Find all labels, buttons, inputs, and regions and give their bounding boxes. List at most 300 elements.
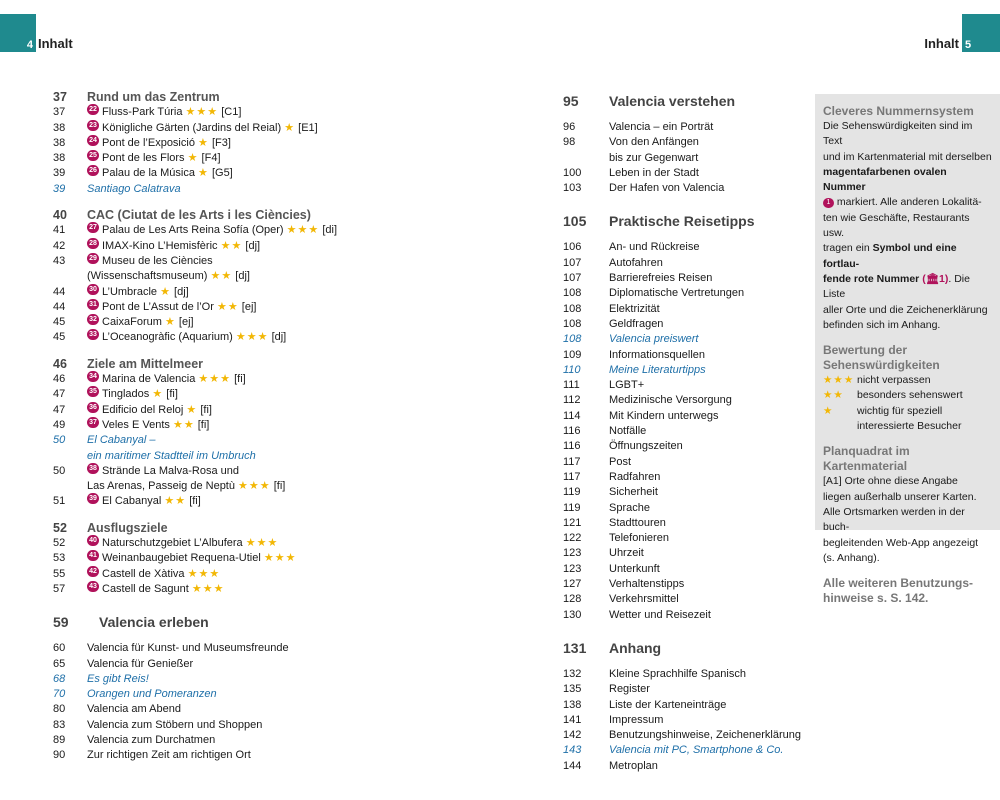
page-number: 52 [53, 537, 66, 550]
toc-entry[interactable] [563, 135, 808, 150]
toc-entry[interactable] [563, 151, 808, 166]
map-grid-ref: [F3] [211, 136, 231, 149]
magenta-number-badge: 1 [823, 198, 834, 208]
star-rating-icon: ★★ [220, 239, 243, 252]
sight-number-badge: 33 [87, 329, 99, 340]
spacer [563, 659, 808, 667]
page-number: 80 [53, 703, 66, 716]
toc-entry[interactable] [53, 567, 493, 582]
toc-entry[interactable] [563, 516, 808, 531]
toc-entry[interactable] [53, 285, 493, 300]
entry-title: Leben in der Stadt [609, 166, 699, 179]
spacer [53, 346, 493, 357]
toc-entry[interactable] [563, 286, 808, 301]
page-number: 90 [53, 749, 66, 762]
section-heading[interactable] [53, 611, 493, 633]
entry-title: Las Arenas, Passeig de Neptù [87, 480, 235, 493]
rating-legend [823, 373, 992, 434]
page-number: 105 [563, 213, 587, 230]
entry-title: Sprache [609, 501, 650, 514]
spacer [53, 633, 493, 641]
star-rating-icon: ★★ [164, 495, 187, 508]
sidebar-text: Alle Ortsmarken werden in der buch- [823, 505, 965, 534]
entry-title: Notfälle [609, 425, 647, 438]
sight-number-badge: 42 [87, 566, 99, 577]
left-page-tab [0, 14, 36, 36]
map-grid-ref: [fi] [273, 480, 286, 493]
sight-number-badge: 24 [87, 135, 99, 146]
page-number: 121 [563, 516, 582, 529]
sidebar-text-fragment: tragen ein [823, 242, 873, 255]
entry-title: Kleine Sprachhilfe Spanisch [609, 667, 746, 680]
sight-number-badge: 35 [87, 386, 99, 397]
toc-entry[interactable] [563, 332, 808, 347]
entry-title: (Wissenschaftsmuseum) [87, 270, 208, 283]
toc-entry[interactable] [53, 254, 493, 269]
toc-entry[interactable] [563, 455, 808, 470]
page-number: 107 [563, 272, 582, 285]
sidebar-text [823, 195, 992, 210]
page-number: 37 [53, 106, 66, 119]
toc-entry[interactable] [563, 728, 808, 743]
toc-entry[interactable] [563, 501, 808, 516]
toc-entry[interactable] [563, 546, 808, 561]
toc-entry[interactable] [53, 151, 493, 166]
map-grid-ref: [C1] [221, 106, 242, 119]
page-number: 135 [563, 683, 582, 696]
toc-entry[interactable] [53, 479, 493, 494]
toc-entry[interactable] [53, 433, 493, 448]
page-number: 57 [53, 582, 66, 595]
entry-title: Der Hafen von Valencia [609, 182, 725, 195]
star-rating-icon: ★★★ [263, 552, 297, 565]
sight-number-badge: 43 [87, 581, 99, 592]
entry-title: Castell de Xàtiva [102, 567, 185, 580]
page-number: 108 [563, 302, 582, 315]
star-rating-icon [823, 419, 857, 434]
entry-title: Anhang [609, 639, 662, 656]
toc-entry[interactable] [563, 577, 808, 592]
map-grid-ref: [dj] [271, 331, 287, 344]
entry-title: Weinanbaugebiet Requena-Utiel [102, 552, 261, 565]
star-rating-icon: ★★★ [286, 224, 320, 237]
spacer [53, 597, 493, 611]
sight-number-badge: 34 [87, 371, 99, 382]
toc-entry[interactable] [563, 592, 808, 607]
page-number: 89 [53, 733, 66, 746]
legend-text: nicht verpassen [857, 374, 931, 387]
toc-entry[interactable] [563, 181, 808, 196]
star-rating-icon: ★ [152, 388, 164, 401]
sidebar-text-fragment: markiert. Alle anderen Lokalitä- [834, 196, 982, 209]
toc-entry[interactable] [563, 240, 808, 255]
toc-entry[interactable] [53, 536, 493, 551]
sight-number-badge: 38 [87, 463, 99, 474]
entry-title: Elektrizität [609, 302, 660, 315]
toc-entry[interactable] [53, 449, 493, 464]
page-number: 70 [53, 688, 66, 701]
toc-entry[interactable] [563, 608, 808, 623]
toc-entry[interactable] [53, 136, 493, 151]
entry-title: Pont de les Flors [102, 152, 185, 165]
star-rating-icon: ★ [186, 403, 198, 416]
page-number: 103 [563, 182, 582, 195]
sight-number-badge: 22 [87, 104, 99, 115]
sight-number-badge: 41 [87, 550, 99, 561]
sidebar-heading-more: Alle weiteren Benutzungs- [823, 576, 974, 591]
entry-title: Mit Kindern unterwegs [609, 409, 719, 422]
star-rating-icon: ★★★ [238, 480, 271, 493]
star-rating-icon: ★★★ [235, 331, 269, 344]
page-number: 111 [563, 379, 580, 392]
page-number: 46 [53, 373, 66, 386]
legend-text: interessierte Besucher [857, 420, 962, 433]
toc-entry[interactable] [563, 409, 808, 424]
toc-entry[interactable] [53, 733, 493, 748]
page-number: 116 [563, 440, 581, 453]
sidebar-text: magentafarbenen ovalen Nummer [823, 165, 947, 194]
toc-entry[interactable] [53, 372, 493, 387]
toc-entry[interactable] [563, 470, 808, 485]
toc-entry[interactable] [53, 182, 493, 197]
sidebar-text: liegen außerhalb unserer Karten. [823, 490, 977, 503]
sight-number-badge: 26 [87, 165, 99, 176]
entry-title: Benutzungshinweise, Zeichenerklärung [609, 729, 802, 742]
toc-entry[interactable] [563, 302, 808, 317]
page-number: 42 [53, 239, 66, 252]
entry-title: Telefonieren [609, 532, 669, 545]
star-rating-icon: ★★★ [198, 373, 232, 386]
entry-title: Verkehrsmittel [609, 593, 679, 606]
section-heading[interactable] [563, 210, 808, 232]
entry-title: Praktische Reisetipps [609, 213, 755, 230]
toc-entry[interactable] [563, 120, 808, 135]
toc-entry[interactable] [53, 582, 493, 597]
entry-title: Palau de Les Arts Reina Sofía (Oper) [102, 224, 284, 237]
entry-title: Tinglados [102, 388, 150, 401]
page-number: 109 [563, 348, 582, 361]
page-number: 106 [563, 241, 582, 254]
entry-title: Naturschutzgebiet L’Albufera [102, 537, 243, 550]
star-rating-icon: ★★★ [191, 582, 225, 595]
entry-title: CAC (Ciutat de les Arts i les Ciències) [87, 208, 311, 223]
toc-column-middle [563, 90, 808, 774]
star-rating-icon: ★ [198, 136, 209, 149]
entry-title: Medizinische Versorgung [609, 394, 732, 407]
sidebar-heading-more: hinweise s. S. 142. [823, 591, 929, 606]
page-number: 38 [53, 152, 66, 165]
spacer [563, 232, 808, 240]
info-sidebar [815, 94, 1000, 606]
entry-title: Autofahren [609, 256, 663, 269]
toc-entry[interactable] [563, 424, 808, 439]
page-number: 108 [563, 317, 582, 330]
map-grid-ref: [fi] [189, 495, 201, 508]
page-number: 108 [563, 333, 582, 346]
toc-entry[interactable] [53, 702, 493, 717]
section-heading[interactable] [53, 521, 493, 536]
toc-entry[interactable] [563, 363, 808, 378]
entry-title: Valencia verstehen [609, 93, 736, 109]
entry-title: Unterkunft [609, 562, 660, 575]
star-rating-icon: ★★★ [187, 567, 221, 580]
toc-entry[interactable] [563, 667, 808, 682]
entry-title: Valencia für Genießer [87, 657, 194, 670]
right-page-tab [962, 14, 1000, 36]
page-number: 144 [563, 759, 582, 772]
sight-number-badge: 25 [87, 150, 99, 161]
entry-title: Santiago Calatrava [87, 182, 181, 195]
entry-title: bis zur Gegenwart [609, 151, 699, 164]
page-number: 65 [53, 657, 66, 670]
entry-title: Valencia zum Durchatmen [87, 733, 216, 746]
page-number: 95 [563, 93, 579, 109]
legend-text: besonders sehenswert [857, 389, 963, 402]
entry-title: Veles E Vents [102, 418, 170, 431]
sidebar-text-bold: Symbol und eine fortlau- [823, 242, 957, 270]
star-rating-icon: ★★ [210, 270, 233, 283]
sidebar-text: (s. Anhang). [823, 551, 880, 564]
section-heading[interactable] [53, 90, 493, 105]
toc-entry[interactable] [563, 759, 808, 774]
legend-row [823, 373, 992, 388]
entry-title: El Cabanyal – [87, 434, 156, 447]
toc-entry[interactable] [563, 271, 808, 286]
page-number: 47 [53, 403, 66, 416]
entry-title: Palau de la Música [102, 167, 195, 180]
toc-entry[interactable] [53, 239, 493, 254]
toc-entry[interactable] [53, 494, 493, 509]
toc-entry[interactable] [563, 348, 808, 363]
page-number: 44 [53, 300, 66, 313]
red-pin-icon: (🏛1) [922, 272, 949, 285]
page-number: 131 [563, 639, 587, 656]
entry-title: Königliche Gärten (Jardins del Reial) [102, 121, 282, 134]
section-heading[interactable] [53, 357, 493, 372]
toc-entry[interactable] [563, 531, 808, 546]
sidebar-text [823, 272, 992, 303]
page-number: 108 [563, 287, 582, 300]
toc-entry[interactable] [53, 418, 493, 433]
star-rating-icon: ★★★ [823, 374, 855, 387]
left-header [0, 34, 73, 52]
entry-title: Uhrzeit [609, 547, 644, 560]
entry-title: Post [609, 455, 632, 468]
entry-title: Impressum [609, 713, 664, 726]
page-number: 123 [563, 562, 582, 575]
page-number: 59 [53, 614, 69, 631]
page-number: 138 [563, 698, 582, 711]
toc-entry[interactable] [563, 713, 808, 728]
entry-title: Marina de Valencia [102, 373, 196, 386]
entry-title: Von den Anfängen [609, 136, 699, 149]
entry-title: Stadttouren [609, 516, 666, 529]
entry-title: Fluss-Park Túria [102, 106, 183, 119]
toc-entry[interactable] [563, 317, 808, 332]
entry-title: El Cabanyal [102, 495, 162, 508]
page-number: 60 [53, 642, 66, 655]
toc-entry[interactable] [563, 743, 808, 758]
toc-entry[interactable] [53, 330, 493, 345]
page-number: 49 [53, 418, 66, 431]
page-number: 117 [563, 455, 581, 468]
page-number: 45 [53, 316, 66, 329]
entry-title: Geldfragen [609, 317, 664, 330]
right-header [924, 34, 1000, 52]
spacer [563, 196, 808, 210]
map-grid-ref: [fi] [234, 373, 246, 386]
sight-number-badge: 29 [87, 253, 99, 264]
page-number: 41 [53, 224, 66, 237]
toc-entry[interactable] [53, 105, 493, 120]
sight-number-badge: 39 [87, 493, 99, 504]
entry-title: Meine Literaturtipps [609, 363, 706, 376]
page-number: 98 [563, 136, 576, 149]
page-number: 142 [563, 729, 582, 742]
entry-title: Ziele am Mittelmeer [87, 356, 204, 371]
map-grid-ref: [F4] [201, 152, 221, 165]
page-number: 128 [563, 593, 582, 606]
page-number: 122 [563, 532, 582, 545]
entry-title: Strände La Malva-Rosa und [102, 464, 239, 477]
entry-title: Sicherheit [609, 486, 658, 499]
toc-entry[interactable] [53, 641, 493, 656]
toc-entry[interactable] [53, 387, 493, 402]
sidebar-heading-numbering: Cleveres Nummernsystem [823, 104, 974, 118]
toc-entry[interactable] [563, 485, 808, 500]
map-grid-ref: [dj] [235, 270, 250, 283]
entry-title: Valencia am Abend [87, 703, 181, 716]
entry-title: Edificio del Reloj [102, 403, 184, 416]
sight-number-badge: 31 [87, 299, 99, 310]
map-grid-ref: [di] [322, 224, 338, 237]
page-number: 107 [563, 256, 582, 269]
toc-entry[interactable] [563, 439, 808, 454]
legend-text: wichtig für speziell [857, 404, 943, 417]
star-rating-icon: ★★★ [185, 106, 219, 119]
sight-number-badge: 36 [87, 402, 99, 413]
page-number: 40 [53, 208, 67, 223]
right-page-number: 5 [962, 34, 1000, 52]
page-number: 112 [563, 394, 581, 407]
entry-title: Diplomatische Vertretungen [609, 287, 745, 300]
sidebar-text: [A1] Orte ohne diese Angabe [823, 475, 958, 488]
page-number: 83 [53, 718, 66, 731]
page-number: 132 [563, 667, 582, 680]
sight-number-badge: 23 [87, 120, 99, 131]
entry-title: Es gibt Reis! [87, 672, 149, 685]
left-header-title: Inhalt [38, 35, 73, 51]
page-number: 44 [53, 285, 66, 298]
entry-title: Öffnungszeiten [609, 440, 683, 453]
section-heading[interactable] [53, 208, 493, 223]
toc-entry[interactable] [53, 269, 493, 284]
toc-entry[interactable] [563, 256, 808, 271]
spacer [53, 197, 493, 208]
toc-entry[interactable] [563, 393, 808, 408]
sight-number-badge: 32 [87, 314, 99, 325]
toc-entry[interactable] [53, 748, 493, 763]
toc-entry[interactable] [53, 403, 493, 418]
entry-title: ein maritimer Stadtteil im Umbruch [87, 449, 256, 462]
page-number: 110 [563, 363, 581, 376]
section-heading[interactable] [563, 90, 808, 112]
sight-number-badge: 30 [87, 284, 99, 295]
toc-entry[interactable] [53, 166, 493, 181]
star-rating-icon: ★ [823, 404, 834, 417]
page-number: 117 [563, 470, 581, 483]
star-rating-icon: ★ [198, 167, 209, 180]
section-heading[interactable] [563, 637, 808, 659]
page-number: 130 [563, 608, 582, 621]
entry-title: Barrierefreies Reisen [609, 272, 713, 285]
toc-entry[interactable] [53, 121, 493, 136]
toc-entry[interactable] [563, 562, 808, 577]
page-number: 123 [563, 547, 582, 560]
star-rating-icon: ★ [187, 152, 199, 165]
toc-entry[interactable] [53, 672, 493, 687]
entry-title: Rund um das Zentrum [87, 90, 220, 104]
toc-entry[interactable] [53, 718, 493, 733]
page-number: 100 [563, 166, 582, 179]
page-number: 39 [53, 167, 66, 180]
toc-entry[interactable] [53, 315, 493, 330]
sidebar-heading-rating: Bewertung der [823, 343, 908, 358]
sight-number-badge: 28 [87, 238, 99, 249]
entry-title: L’Oceanogràfic (Aquarium) [102, 331, 233, 344]
page-number: 114 [563, 409, 581, 422]
toc-entry[interactable] [563, 166, 808, 181]
page-number: 55 [53, 567, 66, 580]
page-number: 127 [563, 578, 582, 591]
page-number: 119 [563, 486, 581, 499]
page-number: 50 [53, 434, 66, 447]
sidebar-text-bold: fende rote Nummer [823, 272, 920, 285]
sidebar-text: ten wie Geschäfte, Restaurants usw. [823, 211, 970, 240]
toc-entry[interactable] [563, 682, 808, 697]
map-grid-ref: [ej] [241, 300, 257, 313]
entry-title: CaixaForum [102, 316, 162, 329]
sight-number-badge: 37 [87, 417, 99, 428]
entry-title: Zur richtigen Zeit am richtigen Ort [87, 749, 251, 762]
entry-title: Register [609, 683, 650, 696]
entry-title: Valencia für Kunst- und Museumsfreunde [87, 642, 289, 655]
map-grid-ref: [ej] [178, 316, 194, 329]
sidebar-text: befinden sich im Anhang. [823, 318, 941, 331]
toc-entry[interactable] [53, 300, 493, 315]
toc-entry[interactable] [53, 223, 493, 238]
legend-row [823, 388, 992, 403]
page-number: 96 [563, 121, 576, 133]
sidebar-heading-rating: Sehenswürdigkeiten [823, 358, 940, 373]
toc-entry[interactable] [53, 464, 493, 479]
entry-title: Valencia – ein Porträt [609, 121, 714, 133]
entry-title: Informationsquellen [609, 348, 706, 361]
toc-entry[interactable] [53, 657, 493, 672]
entry-title: Ausflugsziele [87, 520, 168, 535]
toc-entry[interactable] [563, 378, 808, 393]
left-page-number: 4 [0, 34, 36, 52]
entry-title: Radfahren [609, 470, 661, 483]
page-number [53, 449, 87, 464]
toc-entry[interactable] [53, 687, 493, 702]
entry-title: Valencia zum Stöbern und Shoppen [87, 718, 263, 731]
sidebar-text: aller Orte und die Zeichenerklärung [823, 303, 988, 316]
entry-title: L’Umbracle [102, 285, 158, 298]
toc-entry[interactable] [563, 698, 808, 713]
toc-entry[interactable] [53, 551, 493, 566]
entry-title: Valencia mit PC, Smartphone & Co. [609, 744, 784, 757]
